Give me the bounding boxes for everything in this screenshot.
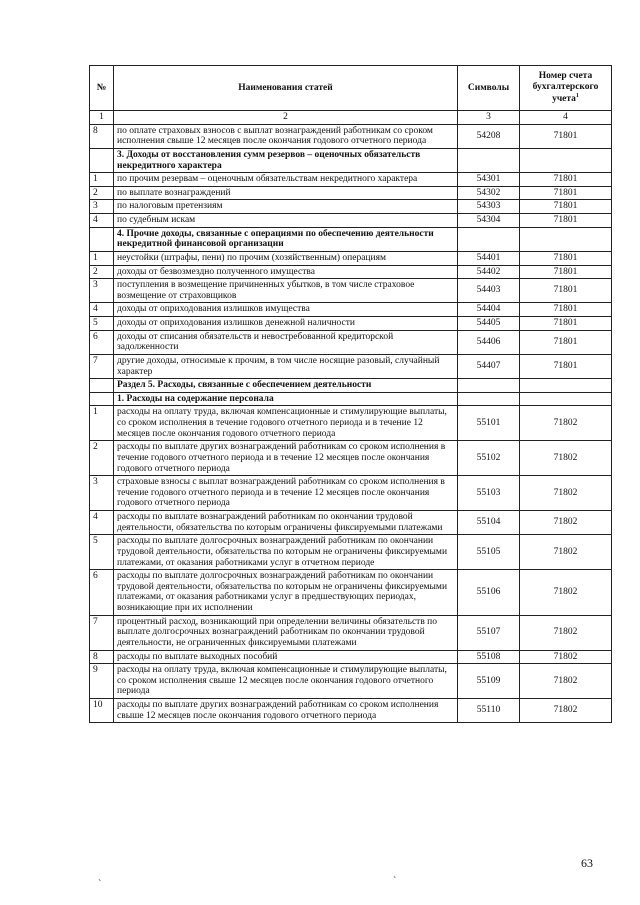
row-title: по прочим резервам – оценочным обязательствам некредитного характера <box>114 173 458 187</box>
table-row <box>90 330 612 354</box>
row-number: 7 <box>90 354 114 378</box>
table-row <box>90 664 612 699</box>
row-title: поступления в возмещение причиненных убытков, в том числе страховое возмещение от страховщиков <box>114 279 458 303</box>
row-account: 71801 <box>520 200 612 214</box>
row-symbol: 54405 <box>458 317 520 331</box>
row-number: 2 <box>90 265 114 279</box>
row-title: неустойки (штрафы, пени) по прочим (хозяйственным) операциям <box>114 251 458 265</box>
row-title: 3. Доходы от восстановления сумм резервов – оценочных обязательств некредитного характера <box>114 148 458 172</box>
row-title: по судебным искам <box>114 214 458 228</box>
table-body <box>90 124 612 723</box>
row-number: 6 <box>90 330 114 354</box>
table-row <box>90 441 612 476</box>
section-row <box>90 227 612 251</box>
row-account: 71802 <box>520 441 612 476</box>
row-number: 10 <box>90 699 114 723</box>
row-account: 71801 <box>520 265 612 279</box>
row-symbol: 54304 <box>458 214 520 228</box>
row-symbol: 55107 <box>458 615 520 650</box>
row-symbol: 55103 <box>458 476 520 511</box>
row-symbol: 55106 <box>458 570 520 616</box>
row-title: расходы на оплату труда, включая компенсационные и стимулирующие выплаты, со сроком исполнения свыше 12 месяцев после окончания годового отчетного периода <box>114 664 458 699</box>
row-number: 1 <box>90 406 114 441</box>
row-title: другие доходы, относимые к прочим, в том числе носящие разовый, случайный характер <box>114 354 458 378</box>
row-title: расходы по выплате долгосрочных вознаграждений работникам по окончании трудовой деятельности, обязательства по которым не ограничены фиксируемыми платежами, от оказания работниками услуг в предшествующих периодах, возникающие при их исполнении <box>114 570 458 616</box>
table-row <box>90 251 612 265</box>
row-account: 71802 <box>520 650 612 664</box>
table-row <box>90 200 612 214</box>
table-row <box>90 173 612 187</box>
table-row <box>90 124 612 148</box>
row-number <box>90 148 114 172</box>
row-account: 71801 <box>520 330 612 354</box>
row-number <box>90 379 114 393</box>
table-row <box>90 535 612 570</box>
row-account: 71802 <box>520 615 612 650</box>
table-row <box>90 279 612 303</box>
footer-mark: ` <box>393 876 397 887</box>
row-account: 71802 <box>520 570 612 616</box>
column-index: 3 <box>458 111 520 125</box>
row-title: расходы по выплате других вознаграждений работникам со сроком исполнения в течение годового отчетного периода и в течение 12 месяцев после окончания годового отчетного периода <box>114 441 458 476</box>
row-account: 71802 <box>520 406 612 441</box>
row-number: 5 <box>90 317 114 331</box>
row-title: 1. Расходы на содержание персонала <box>114 392 458 406</box>
row-symbol: 55102 <box>458 441 520 476</box>
row-title: по оплате страховых взносов с выплат вознаграждений работникам со сроком исполнения свыше 12 месяцев после окончания годового отчетного периода <box>114 124 458 148</box>
footnote-marker: 1 <box>575 92 579 99</box>
section-row <box>90 148 612 172</box>
row-title: доходы от списания обязательств и невостребованной кредиторской задолженности <box>114 330 458 354</box>
header-number: № <box>90 66 114 111</box>
row-account: 71801 <box>520 173 612 187</box>
row-account <box>520 392 612 406</box>
table-row <box>90 354 612 378</box>
row-title: по выплате вознаграждений <box>114 186 458 200</box>
section-row <box>90 379 612 393</box>
row-symbol: 54301 <box>458 173 520 187</box>
row-number: 8 <box>90 650 114 664</box>
row-account <box>520 379 612 393</box>
row-symbol: 54407 <box>458 354 520 378</box>
column-index: 4 <box>520 111 612 125</box>
row-symbol: 55109 <box>458 664 520 699</box>
row-number: 3 <box>90 476 114 511</box>
row-title: расходы по выплате выходных пособий <box>114 650 458 664</box>
table-header-row <box>90 66 612 111</box>
table-row <box>90 186 612 200</box>
table-row <box>90 650 612 664</box>
page-number: 63 <box>581 856 593 870</box>
table-row <box>90 406 612 441</box>
header-account-label: Номер счета бухгалтерского учета <box>532 71 599 104</box>
row-number: 9 <box>90 664 114 699</box>
row-symbol: 54402 <box>458 265 520 279</box>
row-number: 3 <box>90 279 114 303</box>
table-row <box>90 476 612 511</box>
accounts-table <box>89 65 612 723</box>
row-number <box>90 227 114 251</box>
table-row <box>90 303 612 317</box>
row-symbol <box>458 379 520 393</box>
row-symbol <box>458 392 520 406</box>
row-number: 3 <box>90 200 114 214</box>
row-symbol: 54403 <box>458 279 520 303</box>
table-row <box>90 511 612 535</box>
row-symbol: 55110 <box>458 699 520 723</box>
row-number: 1 <box>90 173 114 187</box>
row-account: 71802 <box>520 511 612 535</box>
row-title: расходы по выплате других вознаграждений работникам со сроком исполнения свыше 12 месяцев после окончания годового отчетного периода <box>114 699 458 723</box>
table-row <box>90 699 612 723</box>
row-symbol: 54303 <box>458 200 520 214</box>
row-symbol: 54404 <box>458 303 520 317</box>
row-number: 1 <box>90 251 114 265</box>
row-account: 71802 <box>520 476 612 511</box>
row-title: процентный расход, возникающий при определении величины обязательств по выплате долгосрочных вознаграждений работникам по окончании трудовой деятельности, не ограниченных фиксируемыми платежами <box>114 615 458 650</box>
row-number: 2 <box>90 441 114 476</box>
row-number: 2 <box>90 186 114 200</box>
row-account: 71802 <box>520 535 612 570</box>
row-symbol: 54406 <box>458 330 520 354</box>
row-symbol: 55104 <box>458 511 520 535</box>
row-number <box>90 392 114 406</box>
row-account: 71801 <box>520 251 612 265</box>
row-title: 4. Прочие доходы, связанные с операциями по обеспечению деятельности некредитной финансовой организации <box>114 227 458 251</box>
header-symbols: Символы <box>458 66 520 111</box>
header-account-number <box>520 66 612 111</box>
row-number: 4 <box>90 303 114 317</box>
row-account <box>520 148 612 172</box>
row-title: по налоговым претензиям <box>114 200 458 214</box>
row-symbol <box>458 148 520 172</box>
row-symbol: 55105 <box>458 535 520 570</box>
row-title: страховые взносы с выплат вознаграждений работникам со сроком исполнения в течение годового отчетного периода и в течение 12 месяцев после окончания годового отчетного периода <box>114 476 458 511</box>
row-symbol <box>458 227 520 251</box>
header-item-name: Наименования статей <box>114 66 458 111</box>
column-index-row <box>90 111 612 125</box>
row-title: доходы от оприходования излишков имущества <box>114 303 458 317</box>
row-symbol: 54302 <box>458 186 520 200</box>
row-account: 71801 <box>520 124 612 148</box>
row-account: 71801 <box>520 186 612 200</box>
column-index: 1 <box>90 111 114 125</box>
row-symbol: 54401 <box>458 251 520 265</box>
table-row <box>90 265 612 279</box>
row-account: 71801 <box>520 214 612 228</box>
table-row <box>90 317 612 331</box>
column-index: 2 <box>114 111 458 125</box>
row-symbol: 54208 <box>458 124 520 148</box>
row-account <box>520 227 612 251</box>
row-account: 71801 <box>520 317 612 331</box>
row-title: расходы по выплате долгосрочных вознаграждений работникам по окончании трудовой деятельности, обязательства по которым не ограничены фиксируемыми платежами, от оказания работниками услуг в отчетном периоде <box>114 535 458 570</box>
row-account: 71801 <box>520 303 612 317</box>
footer-mark: ` <box>98 879 102 890</box>
table-row <box>90 570 612 616</box>
table-row <box>90 615 612 650</box>
row-account: 71801 <box>520 279 612 303</box>
row-number: 8 <box>90 124 114 148</box>
row-account: 71801 <box>520 354 612 378</box>
row-title: доходы от оприходования излишков денежной наличности <box>114 317 458 331</box>
row-account: 71802 <box>520 664 612 699</box>
row-symbol: 55108 <box>458 650 520 664</box>
row-title: Раздел 5. Расходы, связанные с обеспечением деятельности <box>114 379 458 393</box>
row-symbol: 55101 <box>458 406 520 441</box>
section-row <box>90 392 612 406</box>
row-title: расходы по выплате вознаграждений работникам по окончании трудовой деятельности, обязательства по которым ограничены фиксируемыми платежами <box>114 511 458 535</box>
row-number: 6 <box>90 570 114 616</box>
row-title: доходы от безвозмездно полученного имущества <box>114 265 458 279</box>
document-page <box>89 65 611 723</box>
table-row <box>90 214 612 228</box>
row-title: расходы на оплату труда, включая компенсационные и стимулирующие выплаты, со сроком исполнения в течение годового отчетного периода и в течение 12 месяцев после окончания годового отчетного периода <box>114 406 458 441</box>
row-number: 4 <box>90 511 114 535</box>
row-number: 4 <box>90 214 114 228</box>
row-number: 5 <box>90 535 114 570</box>
row-account: 71802 <box>520 699 612 723</box>
row-number: 7 <box>90 615 114 650</box>
